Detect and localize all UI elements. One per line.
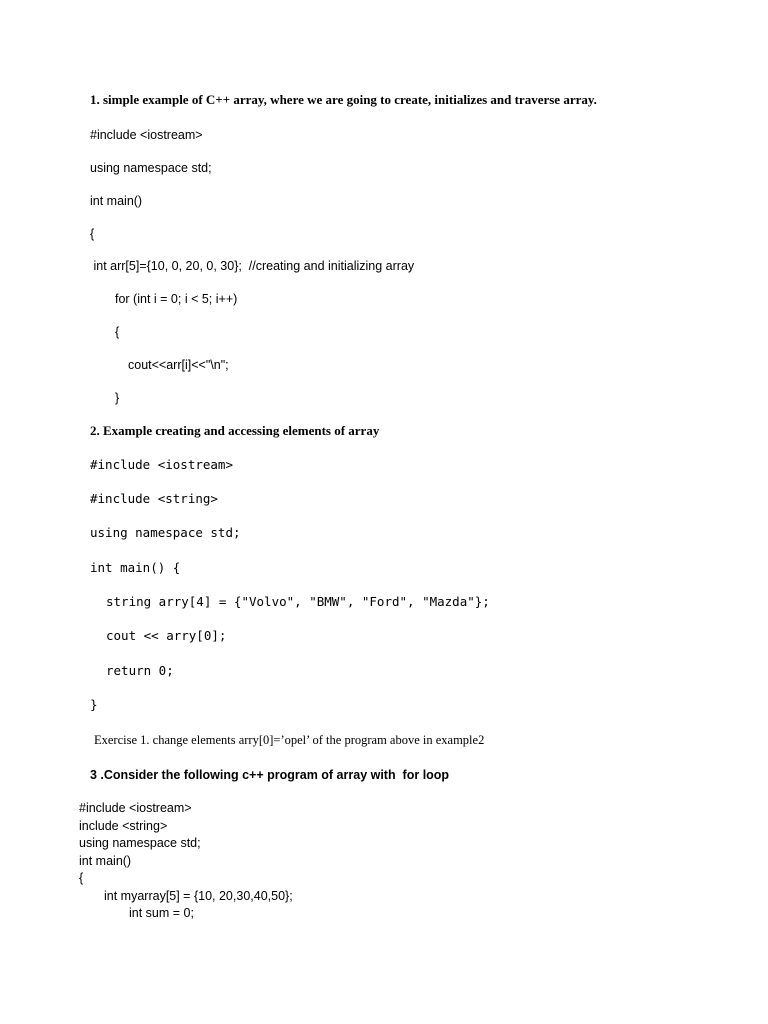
exercise-1-text: Exercise 1. change elements arry[0]=’opel’ of the program above in example2: [94, 733, 485, 747]
code-line: include <string>: [79, 819, 168, 833]
code-line: using namespace std;: [79, 836, 201, 850]
code-line: #include <string>: [90, 491, 218, 506]
code-line: int arr[5]={10, 0, 20, 0, 30}; //creating and initializing array: [90, 259, 415, 273]
code-line: int main() {: [90, 560, 181, 575]
code-line: #include <iostream>: [90, 457, 233, 472]
code-line: {: [90, 227, 95, 241]
code-line: {: [115, 325, 120, 339]
code-line: }: [115, 391, 120, 405]
code-line: #include <iostream>: [90, 128, 203, 142]
section-1-heading: 1. simple example of C++ array, where we are going to create, initializes and traverse array.: [90, 92, 597, 107]
section-3-heading: 3 .Consider the following c++ program of array with for loop: [90, 768, 450, 782]
code-line: string arry[4] = {"Volvo", "BMW", "Ford", "Mazda"};: [106, 594, 490, 609]
code-line: {: [79, 871, 84, 885]
code-line: int myarray[5] = {10, 20,30,40,50};: [104, 889, 293, 903]
code-line: return 0;: [106, 663, 174, 678]
code-line: int sum = 0;: [129, 906, 194, 920]
code-line: int main(): [79, 854, 132, 868]
code-line: cout<<arr[i]<<"\n";: [128, 358, 229, 372]
code-line: }: [90, 697, 98, 712]
section-2-heading: 2. Example creating and accessing elements of array: [90, 423, 380, 438]
code-line: int main(): [90, 194, 143, 208]
code-line: using namespace std;: [90, 525, 241, 540]
code-line: using namespace std;: [90, 161, 212, 175]
code-line: cout << arry[0];: [106, 628, 227, 643]
code-line: for (int i = 0; i < 5; i++): [115, 292, 238, 306]
code-line: #include <iostream>: [79, 801, 192, 815]
